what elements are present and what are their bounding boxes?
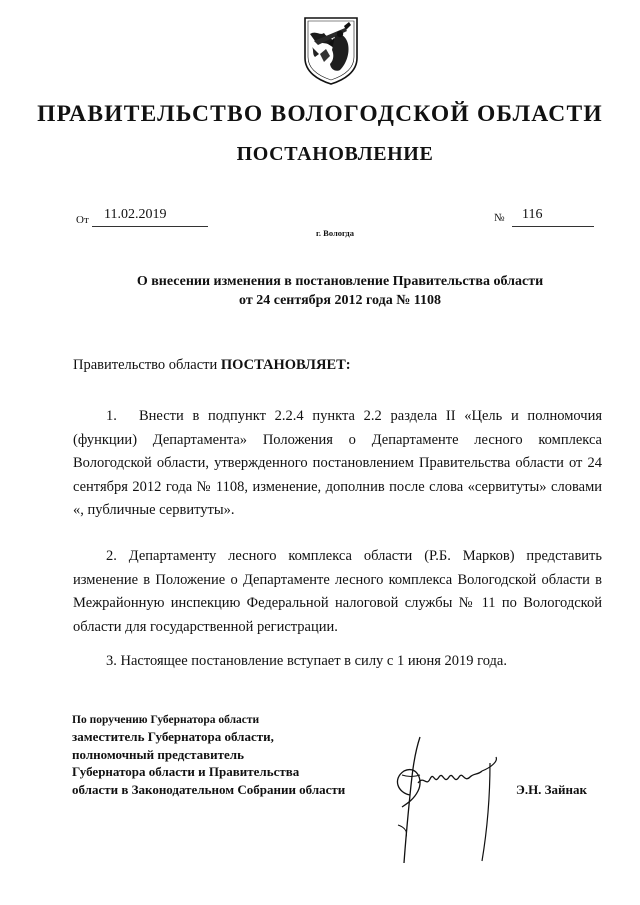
signer-position-line: заместитель Губернатора области, (72, 729, 274, 744)
signer-position-line: области в Законодательном Собрании области (72, 781, 346, 797)
signer-block (72, 712, 412, 798)
handwritten-signature (384, 735, 504, 865)
document-date: 11.02.2019 (104, 207, 167, 222)
decree-item-2 (73, 545, 602, 639)
subject-line-2: от 24 сентября 2012 года № 1108 (239, 293, 441, 308)
item-text: Внести в подпункт 2.2.4 пункта 2.2 раздела II «Цель и полномочия (функции) Департамента» Положения о Департаменте лесного комплекса Вологодской области, утвержденного постановлением Правительства области от 24 сентября 2012 года № 1108, изменение, дополнив после слова «сервитуты» словами «, публичные сервитуты». (73, 408, 602, 518)
number-prefix: № (494, 212, 505, 224)
date-underline (92, 226, 208, 227)
preamble-text: Правительство области (73, 357, 221, 373)
signer-name: Э.Н. Зайнак (516, 782, 588, 797)
decree-item-3 (73, 650, 602, 674)
subject-line-1: О внесении изменения в постановление Правительства области (136, 274, 544, 289)
organization-title: ПРАВИТЕЛЬСТВО ВОЛОГОДСКОЙ ОБЛАСТИ (37, 101, 603, 127)
item-number: 2. (106, 548, 117, 564)
decree-item-1 (73, 405, 602, 523)
signer-position-line: Губернатора области и Правительства (72, 764, 300, 780)
item-text: Департаменту лесного комплекса области (Р.Б. Марков) представить изменение в Положение о Департаменте лесного комплекса Вологодской области в Межрайонную инспекцию Федеральной налоговой службы № 11 по Вологодской области для государственной регистрации. (73, 548, 603, 635)
preamble-decree-word: ПОСТАНОВЛЯЕТ: (220, 357, 351, 373)
item-number: 3. (106, 653, 117, 669)
date-prefix: От (76, 214, 89, 226)
document-subject (60, 272, 620, 310)
city-label: г. Вологда (316, 228, 354, 238)
document-type-title: ПОСТАНОВЛЕНИЕ (236, 143, 434, 165)
item-number: 1. (106, 408, 117, 424)
signer-position-line: полномочный представитель (72, 746, 244, 762)
coat-of-arms-icon (300, 14, 362, 86)
preamble (73, 357, 351, 374)
signer-preface: По поручению Губернатора области (72, 714, 260, 726)
document-number: 116 (522, 207, 543, 222)
item-text: Настоящее постановление вступает в силу с 1 июня 2019 года. (120, 653, 507, 669)
number-underline (512, 226, 594, 227)
